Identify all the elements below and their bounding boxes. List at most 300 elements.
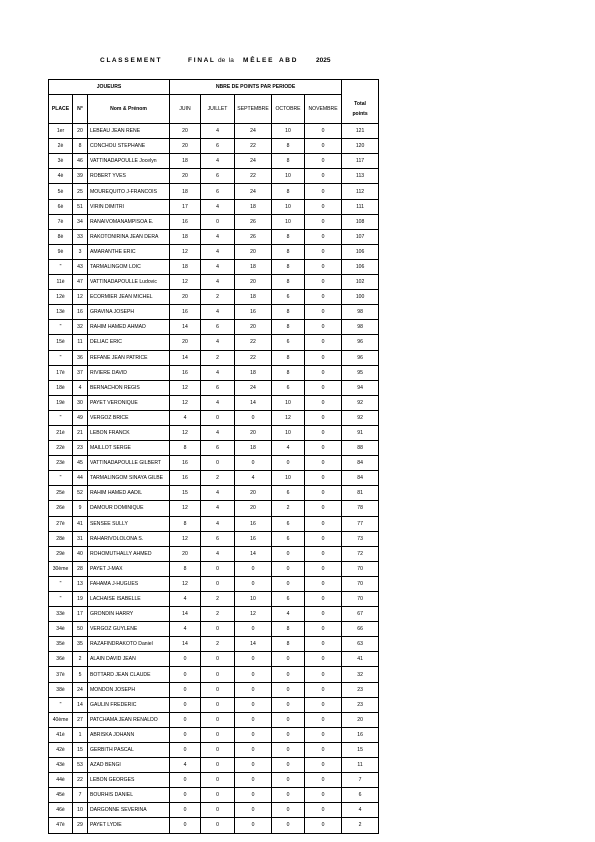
table-row (49, 350, 379, 365)
row-septembre: 4 (235, 471, 272, 486)
row-place: 18è (49, 380, 73, 395)
row-name: BOTTARD JEAN CLAUDE (88, 667, 170, 682)
row-juin: 14 (170, 320, 201, 335)
table-row (49, 607, 379, 622)
row-juillet: 4 (201, 275, 235, 290)
row-place: " (49, 697, 73, 712)
row-septembre: 14 (235, 395, 272, 410)
row-juin: 4 (170, 622, 201, 637)
row-total: 6 (342, 788, 379, 803)
row-juin: 4 (170, 758, 201, 773)
table-row (49, 425, 379, 440)
row-octobre: 8 (272, 320, 305, 335)
row-novembre: 0 (305, 561, 342, 576)
row-novembre: 0 (305, 592, 342, 607)
row-juillet: 0 (201, 652, 235, 667)
row-number: 32 (73, 320, 88, 335)
row-novembre: 0 (305, 335, 342, 350)
table-row (49, 244, 379, 259)
row-number: 15 (73, 742, 88, 757)
table-row (49, 456, 379, 471)
row-name: VERGOZ BRICE (88, 410, 170, 425)
row-septembre: 0 (235, 712, 272, 727)
row-place: 21è (49, 425, 73, 440)
table-row (49, 184, 379, 199)
row-octobre: 8 (272, 139, 305, 154)
row-juillet: 6 (201, 184, 235, 199)
row-juin: 0 (170, 697, 201, 712)
row-place: 42è (49, 742, 73, 757)
row-number: 24 (73, 682, 88, 697)
row-juillet: 0 (201, 727, 235, 742)
row-octobre: 4 (272, 607, 305, 622)
row-number: 45 (73, 456, 88, 471)
row-juin: 16 (170, 365, 201, 380)
row-octobre: 8 (272, 229, 305, 244)
header-octobre: OCTOBRE (272, 95, 305, 124)
row-total: 11 (342, 758, 379, 773)
row-name: GRONDIN HARRY (88, 607, 170, 622)
row-novembre: 0 (305, 758, 342, 773)
row-septembre: 16 (235, 305, 272, 320)
table-row (49, 441, 379, 456)
title-abd: A B D (279, 57, 297, 64)
row-total: 121 (342, 124, 379, 139)
row-juin: 8 (170, 441, 201, 456)
row-juin: 0 (170, 788, 201, 803)
row-place: 45è (49, 788, 73, 803)
row-total: 98 (342, 305, 379, 320)
row-juin: 14 (170, 637, 201, 652)
row-novembre: 0 (305, 682, 342, 697)
row-juillet: 4 (201, 305, 235, 320)
row-octobre: 10 (272, 169, 305, 184)
row-place: 40ème (49, 712, 73, 727)
row-place: 28è (49, 531, 73, 546)
header-total-blank (342, 80, 379, 95)
table-row (49, 275, 379, 290)
table-row (49, 637, 379, 652)
row-novembre: 0 (305, 259, 342, 274)
row-place: 43è (49, 758, 73, 773)
row-septembre: 0 (235, 697, 272, 712)
row-juin: 0 (170, 667, 201, 682)
row-juin: 0 (170, 818, 201, 833)
row-juillet: 0 (201, 803, 235, 818)
row-juin: 20 (170, 169, 201, 184)
row-total: 84 (342, 456, 379, 471)
row-juillet: 0 (201, 682, 235, 697)
row-total: 70 (342, 592, 379, 607)
row-septembre: 16 (235, 531, 272, 546)
row-number: 31 (73, 531, 88, 546)
row-total: 94 (342, 380, 379, 395)
row-novembre: 0 (305, 365, 342, 380)
row-total: 106 (342, 244, 379, 259)
row-septembre: 0 (235, 652, 272, 667)
row-total: 117 (342, 154, 379, 169)
row-juin: 0 (170, 742, 201, 757)
row-name: VATTINADAPOULLE Ludovic (88, 275, 170, 290)
row-juillet: 4 (201, 229, 235, 244)
row-name: BERNACHON REGIS (88, 380, 170, 395)
row-number: 40 (73, 546, 88, 561)
row-name: LEBEAU JEAN RENE (88, 124, 170, 139)
row-place: " (49, 350, 73, 365)
row-name: GAULIN FREDERIC (88, 697, 170, 712)
row-place: 37è (49, 667, 73, 682)
row-number: 3 (73, 244, 88, 259)
row-juin: 18 (170, 229, 201, 244)
header-juin: JUIN (170, 95, 201, 124)
row-number: 51 (73, 199, 88, 214)
row-total: 73 (342, 531, 379, 546)
row-septembre: 0 (235, 410, 272, 425)
row-number: 43 (73, 259, 88, 274)
row-juin: 20 (170, 546, 201, 561)
row-name: RAKOTONIRINA JEAN DERA (88, 229, 170, 244)
row-octobre: 0 (272, 456, 305, 471)
row-name: RAHIM HAMED AHMAD (88, 320, 170, 335)
row-name: ECORMIER JEAN MICHEL (88, 290, 170, 305)
row-number: 12 (73, 290, 88, 305)
header-total-line2: points (352, 110, 368, 117)
row-novembre: 0 (305, 712, 342, 727)
row-novembre: 0 (305, 229, 342, 244)
row-juillet: 0 (201, 742, 235, 757)
row-total: 4 (342, 803, 379, 818)
row-novembre: 0 (305, 139, 342, 154)
row-juillet: 2 (201, 592, 235, 607)
table-row (49, 320, 379, 335)
row-total: 15 (342, 742, 379, 757)
row-juillet: 2 (201, 607, 235, 622)
row-number: 9 (73, 501, 88, 516)
row-novembre: 0 (305, 184, 342, 199)
row-place: 46è (49, 803, 73, 818)
row-novembre: 0 (305, 124, 342, 139)
row-place: 25è (49, 486, 73, 501)
row-total: 108 (342, 214, 379, 229)
row-number: 11 (73, 335, 88, 350)
title-final: F I N A L (188, 57, 214, 64)
row-octobre: 0 (272, 712, 305, 727)
row-septembre: 0 (235, 456, 272, 471)
row-octobre: 0 (272, 561, 305, 576)
row-juillet: 0 (201, 788, 235, 803)
table-row (49, 576, 379, 591)
row-novembre: 0 (305, 395, 342, 410)
row-juin: 0 (170, 652, 201, 667)
row-total: 63 (342, 637, 379, 652)
row-septembre: 10 (235, 592, 272, 607)
row-juillet: 0 (201, 214, 235, 229)
row-octobre: 6 (272, 486, 305, 501)
row-number: 4 (73, 380, 88, 395)
row-name: RIVIERE DAVID (88, 365, 170, 380)
row-total: 98 (342, 320, 379, 335)
row-juillet: 4 (201, 546, 235, 561)
row-novembre: 0 (305, 486, 342, 501)
row-number: 19 (73, 592, 88, 607)
header-total (342, 95, 379, 124)
row-name: MAILLOT SERGE (88, 441, 170, 456)
row-septembre: 24 (235, 380, 272, 395)
row-juin: 20 (170, 139, 201, 154)
header-joueurs: JOUEURS (49, 80, 170, 95)
row-place: 2è (49, 139, 73, 154)
row-place: 41è (49, 727, 73, 742)
row-place: 6è (49, 199, 73, 214)
row-novembre: 0 (305, 501, 342, 516)
row-juillet: 6 (201, 320, 235, 335)
row-octobre: 8 (272, 275, 305, 290)
row-number: 50 (73, 622, 88, 637)
row-total: 95 (342, 365, 379, 380)
row-octobre: 0 (272, 742, 305, 757)
title-de-la: de la (218, 57, 234, 64)
table-row (49, 395, 379, 410)
row-juin: 0 (170, 727, 201, 742)
row-octobre: 8 (272, 184, 305, 199)
row-novembre: 0 (305, 652, 342, 667)
row-juillet: 0 (201, 773, 235, 788)
row-juin: 12 (170, 244, 201, 259)
row-name: TARMALINGOM SINAYA GILBE (88, 471, 170, 486)
row-place: 27è (49, 516, 73, 531)
row-septembre: 0 (235, 682, 272, 697)
row-novembre: 0 (305, 773, 342, 788)
row-name: VATTINADAPOULLE GILBERT (88, 456, 170, 471)
row-octobre: 0 (272, 546, 305, 561)
row-place: " (49, 320, 73, 335)
row-juillet: 0 (201, 667, 235, 682)
row-name: RAZAFINDRAKOTO Daniel (88, 637, 170, 652)
row-number: 39 (73, 169, 88, 184)
row-octobre: 12 (272, 410, 305, 425)
table-row (49, 773, 379, 788)
row-number: 41 (73, 516, 88, 531)
table-row (49, 622, 379, 637)
row-place: 23è (49, 456, 73, 471)
row-juin: 8 (170, 516, 201, 531)
row-juillet: 0 (201, 712, 235, 727)
row-name: LACHAISE ISABELLE (88, 592, 170, 607)
row-juillet: 0 (201, 758, 235, 773)
title-year: 2025 (316, 57, 331, 64)
table-row (49, 712, 379, 727)
row-name: DARGONNE SEVERINA (88, 803, 170, 818)
table-row (49, 803, 379, 818)
row-total: 81 (342, 486, 379, 501)
row-juillet: 4 (201, 244, 235, 259)
row-juin: 12 (170, 395, 201, 410)
row-octobre: 6 (272, 335, 305, 350)
row-juin: 0 (170, 803, 201, 818)
row-total: 92 (342, 395, 379, 410)
row-total: 32 (342, 667, 379, 682)
row-septembre: 18 (235, 365, 272, 380)
row-septembre: 22 (235, 139, 272, 154)
row-name: DAMOUR DOMINIQUE (88, 501, 170, 516)
row-juillet: 0 (201, 697, 235, 712)
row-octobre: 8 (272, 154, 305, 169)
row-place: 15è (49, 335, 73, 350)
row-juillet: 4 (201, 199, 235, 214)
row-juin: 4 (170, 592, 201, 607)
row-juin: 0 (170, 712, 201, 727)
row-name: CONCHOU STEPHANE (88, 139, 170, 154)
row-total: 23 (342, 697, 379, 712)
row-total: 70 (342, 576, 379, 591)
table-row (49, 592, 379, 607)
row-total: 100 (342, 290, 379, 305)
row-septembre: 0 (235, 667, 272, 682)
row-octobre: 8 (272, 622, 305, 637)
table-row (49, 199, 379, 214)
row-septembre: 18 (235, 259, 272, 274)
row-novembre: 0 (305, 803, 342, 818)
row-place: 13è (49, 305, 73, 320)
row-novembre: 0 (305, 275, 342, 290)
row-septembre: 20 (235, 425, 272, 440)
row-name: VERGOZ GUYLENE (88, 622, 170, 637)
row-novembre: 0 (305, 742, 342, 757)
row-septembre: 18 (235, 441, 272, 456)
row-novembre: 0 (305, 169, 342, 184)
row-name: ROHOMUTHALLY AHMED (88, 546, 170, 561)
row-octobre: 0 (272, 576, 305, 591)
row-novembre: 0 (305, 516, 342, 531)
row-juillet: 4 (201, 486, 235, 501)
row-octobre: 6 (272, 290, 305, 305)
row-juin: 4 (170, 410, 201, 425)
row-place: 36è (49, 652, 73, 667)
row-octobre: 6 (272, 531, 305, 546)
row-septembre: 18 (235, 199, 272, 214)
row-total: 78 (342, 501, 379, 516)
header-total-line1: Total (354, 100, 366, 107)
row-place: 9è (49, 244, 73, 259)
table-row (49, 788, 379, 803)
row-place: 33è (49, 607, 73, 622)
row-total: 84 (342, 471, 379, 486)
row-name: VATTINADAPOULLE Jocelyn (88, 154, 170, 169)
row-septembre: 12 (235, 607, 272, 622)
row-place: 44è (49, 773, 73, 788)
row-place: 19è (49, 395, 73, 410)
row-juin: 15 (170, 486, 201, 501)
row-total: 112 (342, 184, 379, 199)
row-place: 8è (49, 229, 73, 244)
row-juillet: 4 (201, 335, 235, 350)
row-octobre: 0 (272, 818, 305, 833)
row-juin: 0 (170, 773, 201, 788)
row-number: 35 (73, 637, 88, 652)
row-name: SENSEE SULLY (88, 516, 170, 531)
row-novembre: 0 (305, 622, 342, 637)
row-septembre: 0 (235, 788, 272, 803)
row-septembre: 0 (235, 818, 272, 833)
table-row (49, 154, 379, 169)
row-juillet: 0 (201, 622, 235, 637)
table-row (49, 365, 379, 380)
row-novembre: 0 (305, 788, 342, 803)
row-total: 41 (342, 652, 379, 667)
row-total: 96 (342, 350, 379, 365)
header-novembre: NOVEMBRE (305, 95, 342, 124)
row-novembre: 0 (305, 380, 342, 395)
table-row (49, 214, 379, 229)
row-number: 34 (73, 214, 88, 229)
row-juillet: 6 (201, 169, 235, 184)
row-juin: 20 (170, 124, 201, 139)
row-octobre: 0 (272, 758, 305, 773)
table-row (49, 290, 379, 305)
table-row (49, 380, 379, 395)
row-number: 10 (73, 803, 88, 818)
row-octobre: 8 (272, 350, 305, 365)
row-juin: 18 (170, 259, 201, 274)
row-number: 27 (73, 712, 88, 727)
row-name: PATCHAMA JEAN RENALDO (88, 712, 170, 727)
table-row (49, 124, 379, 139)
row-octobre: 0 (272, 803, 305, 818)
table-row (49, 335, 379, 350)
row-septembre: 24 (235, 124, 272, 139)
row-septembre: 26 (235, 229, 272, 244)
row-number: 46 (73, 154, 88, 169)
row-number: 22 (73, 773, 88, 788)
row-total: 113 (342, 169, 379, 184)
row-place: " (49, 259, 73, 274)
row-number: 37 (73, 365, 88, 380)
row-place: 30ème (49, 561, 73, 576)
row-place: 26è (49, 501, 73, 516)
row-number: 44 (73, 471, 88, 486)
table-row (49, 501, 379, 516)
table-row (49, 410, 379, 425)
row-name: PAYET VERONIQUE (88, 395, 170, 410)
row-name: LEBON FRANCK (88, 425, 170, 440)
row-septembre: 26 (235, 214, 272, 229)
row-juillet: 4 (201, 365, 235, 380)
row-juin: 18 (170, 154, 201, 169)
row-juin: 18 (170, 184, 201, 199)
row-number: 5 (73, 667, 88, 682)
row-place: " (49, 592, 73, 607)
row-juin: 12 (170, 501, 201, 516)
row-juin: 17 (170, 199, 201, 214)
table-row (49, 305, 379, 320)
row-place: 3è (49, 154, 73, 169)
row-number: 52 (73, 486, 88, 501)
row-novembre: 0 (305, 637, 342, 652)
row-total: 92 (342, 410, 379, 425)
row-number: 14 (73, 697, 88, 712)
row-novembre: 0 (305, 410, 342, 425)
row-septembre: 0 (235, 727, 272, 742)
row-octobre: 8 (272, 637, 305, 652)
table-row (49, 259, 379, 274)
row-septembre: 16 (235, 516, 272, 531)
row-juillet: 0 (201, 818, 235, 833)
row-number: 28 (73, 561, 88, 576)
row-name: RAHARIVOLOLONA S. (88, 531, 170, 546)
row-septembre: 22 (235, 335, 272, 350)
row-octobre: 10 (272, 425, 305, 440)
table-row (49, 486, 379, 501)
